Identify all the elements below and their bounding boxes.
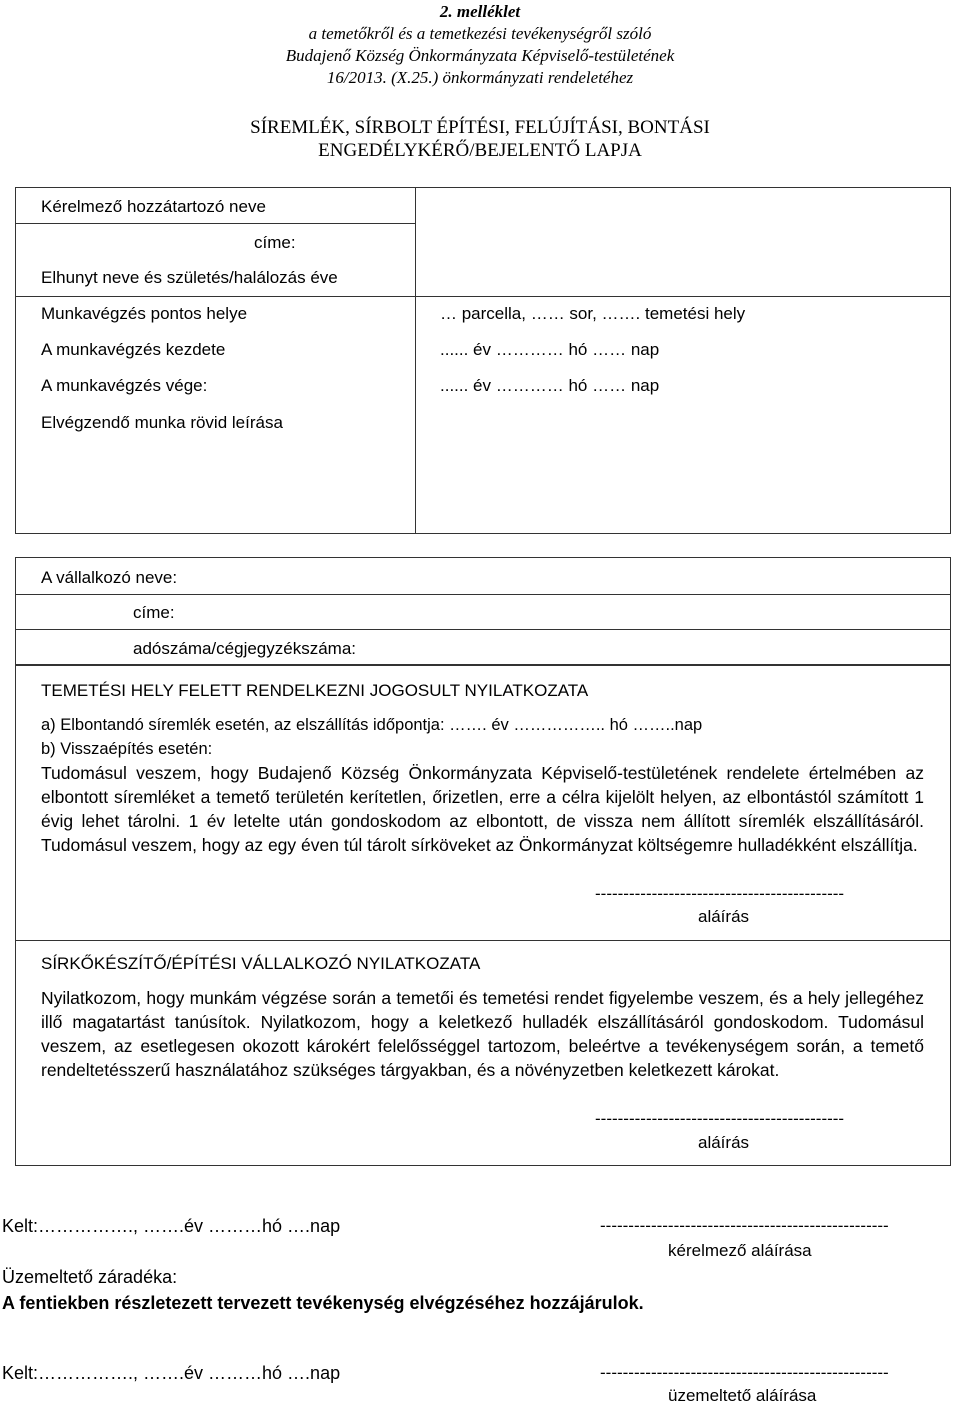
contractor-tax-label: adószáma/cégjegyzékszáma: [133, 639, 357, 658]
work-end-label: A munkavégzés vége: [41, 376, 208, 395]
operator-signature-line[interactable]: --------------------------------------------------- [600, 1363, 889, 1382]
owner-signature-label: aláírás [698, 907, 750, 926]
operator-signature-label: üzemeltető aláírása [668, 1386, 817, 1405]
date-field-applicant[interactable]: Kelt:……………., …….év ………hó ….nap [2, 1216, 341, 1236]
annex-number: 2. melléklet [439, 2, 521, 21]
work-location-field[interactable]: … parcella, …… sor, ……. temetési hely [440, 304, 746, 323]
header-line-3: Budajenő Község Önkormányzata Képviselő-testületének [285, 46, 675, 65]
work-end-field[interactable]: ...... év ………… hó …… nap [440, 376, 660, 395]
owner-declaration-body: Tudomásul veszem, hogy Budajenő Község Önkormányzata Képviselő-testületének rendelete értelmében az elbontott síremléket a temető területén kerítetlen, őrizetlen, erre a célra kijelölt helyen, az elbontástól számított 1 évig lehet tárolni. 1 év letelte után gondoskodom az elbontott, de vissza nem állított síremlék elszállításáról. Tudomásul veszem, hogy az egy éven túl tárolt sírköveket az Önkormányzat költségemre hulladékként elszállítja. [41, 763, 924, 855]
work-start-label: A munkavégzés kezdete [41, 340, 226, 359]
contractor-address-label: címe: [133, 603, 175, 622]
header-line-4: 16/2013. (X.25.) önkormányzati rendeletéhez [326, 68, 634, 87]
contractor-signature-line[interactable]: -------------------------------------------- [595, 1109, 845, 1128]
contractor-name-label: A vállalkozó neve: [41, 568, 178, 587]
row-divider [15, 223, 415, 224]
deceased-label: Elhunyt neve és születés/halálozás éve [41, 268, 338, 287]
applicant-name-label: Kérelmező hozzátartozó neve [41, 197, 266, 216]
applicant-signature-line[interactable]: --------------------------------------------------- [600, 1216, 889, 1235]
section-divider [15, 940, 951, 941]
contractor-declaration-body: Nyilatkozom, hogy munkám végzése során a temetői és temetési rendet figyelembe veszem, és a hely jellegéhez illő magatartást tanúsítok. Nyilatkozom, hogy a keletkező hulladék elszállításáról gondoskodom. Tudomásul veszem, az esetlegesen okozott károkért felelősséggel tartozom, beleértve a tevékenységem során, a temető rendeltetésszerű használatához szükséges tárgyakban, és a növényzetben keletkezett károkat. [41, 988, 924, 1080]
row-divider [15, 629, 951, 630]
applicant-signature-label: kérelmező aláírása [668, 1241, 812, 1260]
applicant-table-divider [415, 187, 416, 534]
date-field-operator[interactable]: Kelt:……………., …….év ………hó ….nap [2, 1363, 341, 1383]
row-divider [15, 594, 951, 595]
contractor-signature-label: aláírás [698, 1133, 750, 1152]
applicant-table [15, 187, 951, 534]
operator-clause-label: Üzemeltető záradéka: [2, 1267, 178, 1287]
applicant-address-label: címe: [254, 233, 296, 252]
operator-approval-statement: A fentiekben részletezett tervezett tevékenység elvégzéséhez hozzájárulok. [2, 1293, 644, 1313]
header-line-2: a temetőkről és a temetkezési tevékenységről szóló [308, 24, 652, 43]
form-title-line-1: SÍREMLÉK, SÍRBOLT ÉPÍTÉSI, FELÚJÍTÁSI, BONTÁSI [250, 117, 710, 138]
row-divider [15, 296, 951, 297]
work-description-label: Elvégzendő munka rövid leírása [41, 413, 283, 432]
form-title-line-2: ENGEDÉLYKÉRŐ/BEJELENTŐ LAPJA [318, 140, 642, 161]
work-start-field[interactable]: ...... év ………… hó …… nap [440, 340, 660, 359]
contractor-declaration-heading: SÍRKŐKÉSZÍTŐ/ÉPÍTÉSI VÁLLALKOZÓ NYILATKOZATA [41, 954, 481, 973]
owner-declaration-heading: TEMETÉSI HELY FELETT RENDELKEZNI JOGOSULT NYILATKOZATA [41, 681, 589, 700]
owner-declaration-item-b: b) Visszaépítés esetén: [41, 740, 213, 758]
owner-signature-line[interactable]: -------------------------------------------- [595, 884, 845, 903]
owner-declaration-item-a: a) Elbontandó síremlék esetén, az elszállítás időpontja: ……. év …………….. hó ……..nap [41, 716, 703, 734]
work-location-label: Munkavégzés pontos helye [41, 304, 248, 323]
